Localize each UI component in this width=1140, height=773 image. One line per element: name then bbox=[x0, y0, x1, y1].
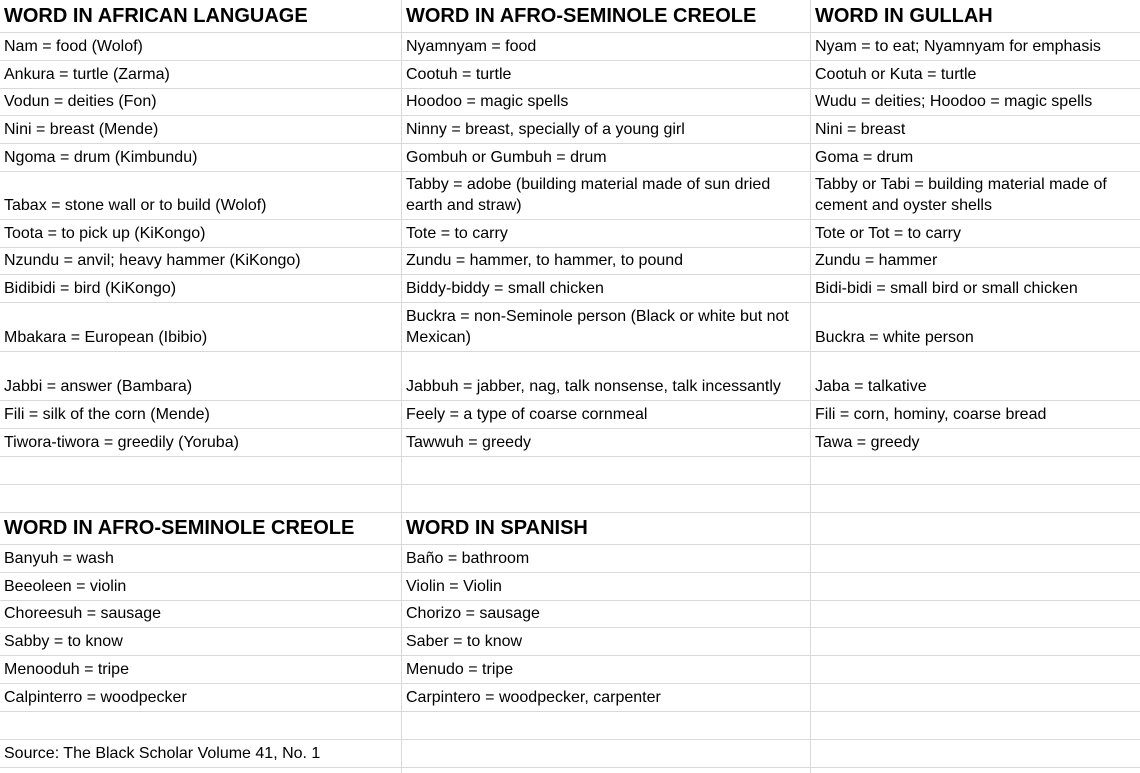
table-row bbox=[0, 220, 1140, 248]
table-cell[interactable]: Tote or Tot = to carry bbox=[815, 225, 961, 242]
empty-cell[interactable] bbox=[0, 768, 402, 773]
table-cell[interactable]: Wudu = deities; Hoodoo = magic spells bbox=[815, 93, 1093, 110]
empty-cell[interactable] bbox=[811, 628, 1140, 655]
table-cell[interactable]: Mbakara = European (Ibibio) bbox=[0, 303, 402, 351]
table-cell[interactable]: Goma = drum bbox=[815, 149, 914, 166]
table-cell[interactable]: Ninny = breast, specially of a young girl bbox=[402, 116, 811, 143]
table-cell[interactable]: Menooduh = tripe bbox=[0, 656, 402, 683]
table-cell[interactable]: Jaba = talkative bbox=[815, 378, 927, 395]
table-row bbox=[0, 275, 1140, 303]
table-row bbox=[0, 401, 1140, 429]
table-cell[interactable]: Biddy-biddy = small chicken bbox=[402, 275, 811, 302]
table-cell[interactable]: Beeoleen = violin bbox=[0, 573, 402, 600]
table-cell[interactable]: Violin = Violin bbox=[402, 573, 811, 600]
table1-header-gullah[interactable]: WORD IN GULLAH bbox=[815, 5, 993, 27]
table-cell[interactable]: Ankura = turtle (Zarma) bbox=[0, 61, 402, 88]
table-cell[interactable]: Nini = breast bbox=[815, 121, 906, 138]
table2-header-creole[interactable]: WORD IN AFRO-SEMINOLE CREOLE bbox=[0, 513, 402, 544]
table-row bbox=[0, 352, 1140, 401]
table-cell[interactable]: Cootuh or Kuta = turtle bbox=[815, 66, 977, 83]
empty-cell[interactable] bbox=[402, 712, 811, 739]
table-cell[interactable]: Sabby = to know bbox=[0, 628, 402, 655]
empty-cell[interactable] bbox=[811, 740, 1140, 767]
table-cell[interactable]: Tote = to carry bbox=[402, 220, 811, 247]
empty-cell[interactable] bbox=[0, 457, 402, 484]
table-cell[interactable]: Baño = bathroom bbox=[402, 545, 811, 572]
table-cell[interactable]: Nyamnyam = food bbox=[402, 33, 811, 60]
table-cell[interactable]: Nzundu = anvil; heavy hammer (KiKongo) bbox=[0, 248, 402, 274]
table-cell[interactable]: Tabax = stone wall or to build (Wolof) bbox=[0, 172, 402, 219]
empty-row bbox=[0, 712, 1140, 740]
table-cell[interactable]: Menudo = tripe bbox=[402, 656, 811, 683]
table-cell[interactable]: Banyuh = wash bbox=[0, 545, 402, 572]
empty-cell[interactable] bbox=[811, 457, 1140, 484]
empty-row bbox=[0, 485, 1140, 513]
table-row bbox=[0, 656, 1140, 684]
table-row bbox=[0, 61, 1140, 89]
table-cell[interactable]: Chorizo = sausage bbox=[402, 601, 811, 627]
table-cell[interactable]: Tiwora-tiwora = greedily (Yoruba) bbox=[0, 429, 402, 456]
empty-cell[interactable] bbox=[402, 768, 811, 773]
table1-header-row bbox=[0, 0, 1140, 33]
empty-cell[interactable] bbox=[811, 656, 1140, 683]
table-cell[interactable]: Toota = to pick up (KiKongo) bbox=[0, 220, 402, 247]
empty-row bbox=[0, 457, 1140, 485]
empty-cell[interactable] bbox=[0, 485, 402, 512]
table-row bbox=[0, 545, 1140, 573]
empty-cell[interactable] bbox=[811, 684, 1140, 711]
table-cell[interactable]: Vodun = deities (Fon) bbox=[0, 89, 402, 115]
source-row bbox=[0, 740, 1140, 768]
table-cell[interactable]: Jabbuh = jabber, nag, talk nonsense, talk incessantly bbox=[402, 352, 811, 400]
empty-cell[interactable] bbox=[811, 573, 1140, 600]
table-cell[interactable]: Zundu = hammer bbox=[815, 252, 938, 269]
table-row bbox=[0, 89, 1140, 116]
empty-cell[interactable] bbox=[0, 712, 402, 739]
table-cell[interactable]: Tabby = adobe (building material made of sun dried earth and straw) bbox=[402, 172, 811, 219]
table-row bbox=[0, 573, 1140, 601]
table-cell[interactable]: Nini = breast (Mende) bbox=[0, 116, 402, 143]
table-row bbox=[0, 601, 1140, 628]
table-row bbox=[0, 248, 1140, 275]
table-row bbox=[0, 33, 1140, 61]
table-row bbox=[0, 303, 1140, 352]
table-cell[interactable]: Saber = to know bbox=[402, 628, 811, 655]
table-cell[interactable]: Calpinterro = woodpecker bbox=[0, 684, 402, 711]
empty-cell[interactable] bbox=[811, 601, 1140, 627]
empty-cell[interactable] bbox=[402, 457, 811, 484]
empty-cell[interactable] bbox=[811, 485, 1140, 512]
table-row bbox=[0, 172, 1140, 220]
table-cell[interactable]: Choreesuh = sausage bbox=[0, 601, 402, 627]
table-cell[interactable]: Buckra = non-Seminole person (Black or white but not Mexican) bbox=[402, 303, 811, 351]
table-row bbox=[0, 116, 1140, 144]
empty-cell[interactable] bbox=[811, 768, 1140, 773]
source-citation[interactable]: Source: The Black Scholar Volume 41, No. 1 bbox=[0, 740, 402, 767]
empty-cell[interactable] bbox=[402, 485, 811, 512]
table-cell[interactable]: Fili = corn, hominy, coarse bread bbox=[815, 406, 1047, 423]
table-cell[interactable]: Fili = silk of the corn (Mende) bbox=[0, 401, 402, 428]
table-row bbox=[0, 429, 1140, 457]
table-cell[interactable]: Tabby or Tabi = building material made of cement and oyster shells bbox=[815, 176, 1107, 214]
table-cell[interactable]: Feely = a type of coarse cornmeal bbox=[402, 401, 811, 428]
table-cell[interactable]: Buckra = white person bbox=[815, 329, 974, 346]
table1-header-african[interactable]: WORD IN AFRICAN LANGUAGE bbox=[0, 0, 402, 32]
table-cell[interactable]: Gombuh or Gumbuh = drum bbox=[402, 144, 811, 171]
table-row bbox=[0, 144, 1140, 172]
table-cell[interactable]: Nam = food (Wolof) bbox=[0, 33, 402, 60]
table-cell[interactable]: Jabbi = answer (Bambara) bbox=[0, 352, 402, 400]
table-cell[interactable]: Hoodoo = magic spells bbox=[402, 89, 811, 115]
table-cell[interactable]: Ngoma = drum (Kimbundu) bbox=[0, 144, 402, 171]
table2-header-row bbox=[0, 513, 1140, 545]
table2-header-spanish[interactable]: WORD IN SPANISH bbox=[402, 513, 811, 544]
table-cell[interactable]: Carpintero = woodpecker, carpenter bbox=[402, 684, 811, 711]
table-cell[interactable]: Cootuh = turtle bbox=[402, 61, 811, 88]
empty-cell[interactable] bbox=[811, 712, 1140, 739]
table-row bbox=[0, 628, 1140, 656]
table-cell[interactable]: Zundu = hammer, to hammer, to pound bbox=[402, 248, 811, 274]
empty-cell[interactable] bbox=[811, 545, 1140, 572]
empty-cell[interactable] bbox=[811, 513, 1140, 544]
table-cell[interactable]: Tawwuh = greedy bbox=[402, 429, 811, 456]
empty-cell[interactable] bbox=[402, 740, 811, 767]
table-row bbox=[0, 684, 1140, 712]
table-cell[interactable]: Bidibidi = bird (KiKongo) bbox=[0, 275, 402, 302]
table-cell[interactable]: Nyam = to eat; Nyamnyam for emphasis bbox=[815, 38, 1101, 55]
table1-header-creole[interactable]: WORD IN AFRO-SEMINOLE CREOLE bbox=[402, 0, 811, 32]
table-cell[interactable]: Tawa = greedy bbox=[815, 434, 920, 451]
partial-row bbox=[0, 768, 1140, 773]
table-cell[interactable]: Bidi-bidi = small bird or small chicken bbox=[815, 280, 1078, 297]
